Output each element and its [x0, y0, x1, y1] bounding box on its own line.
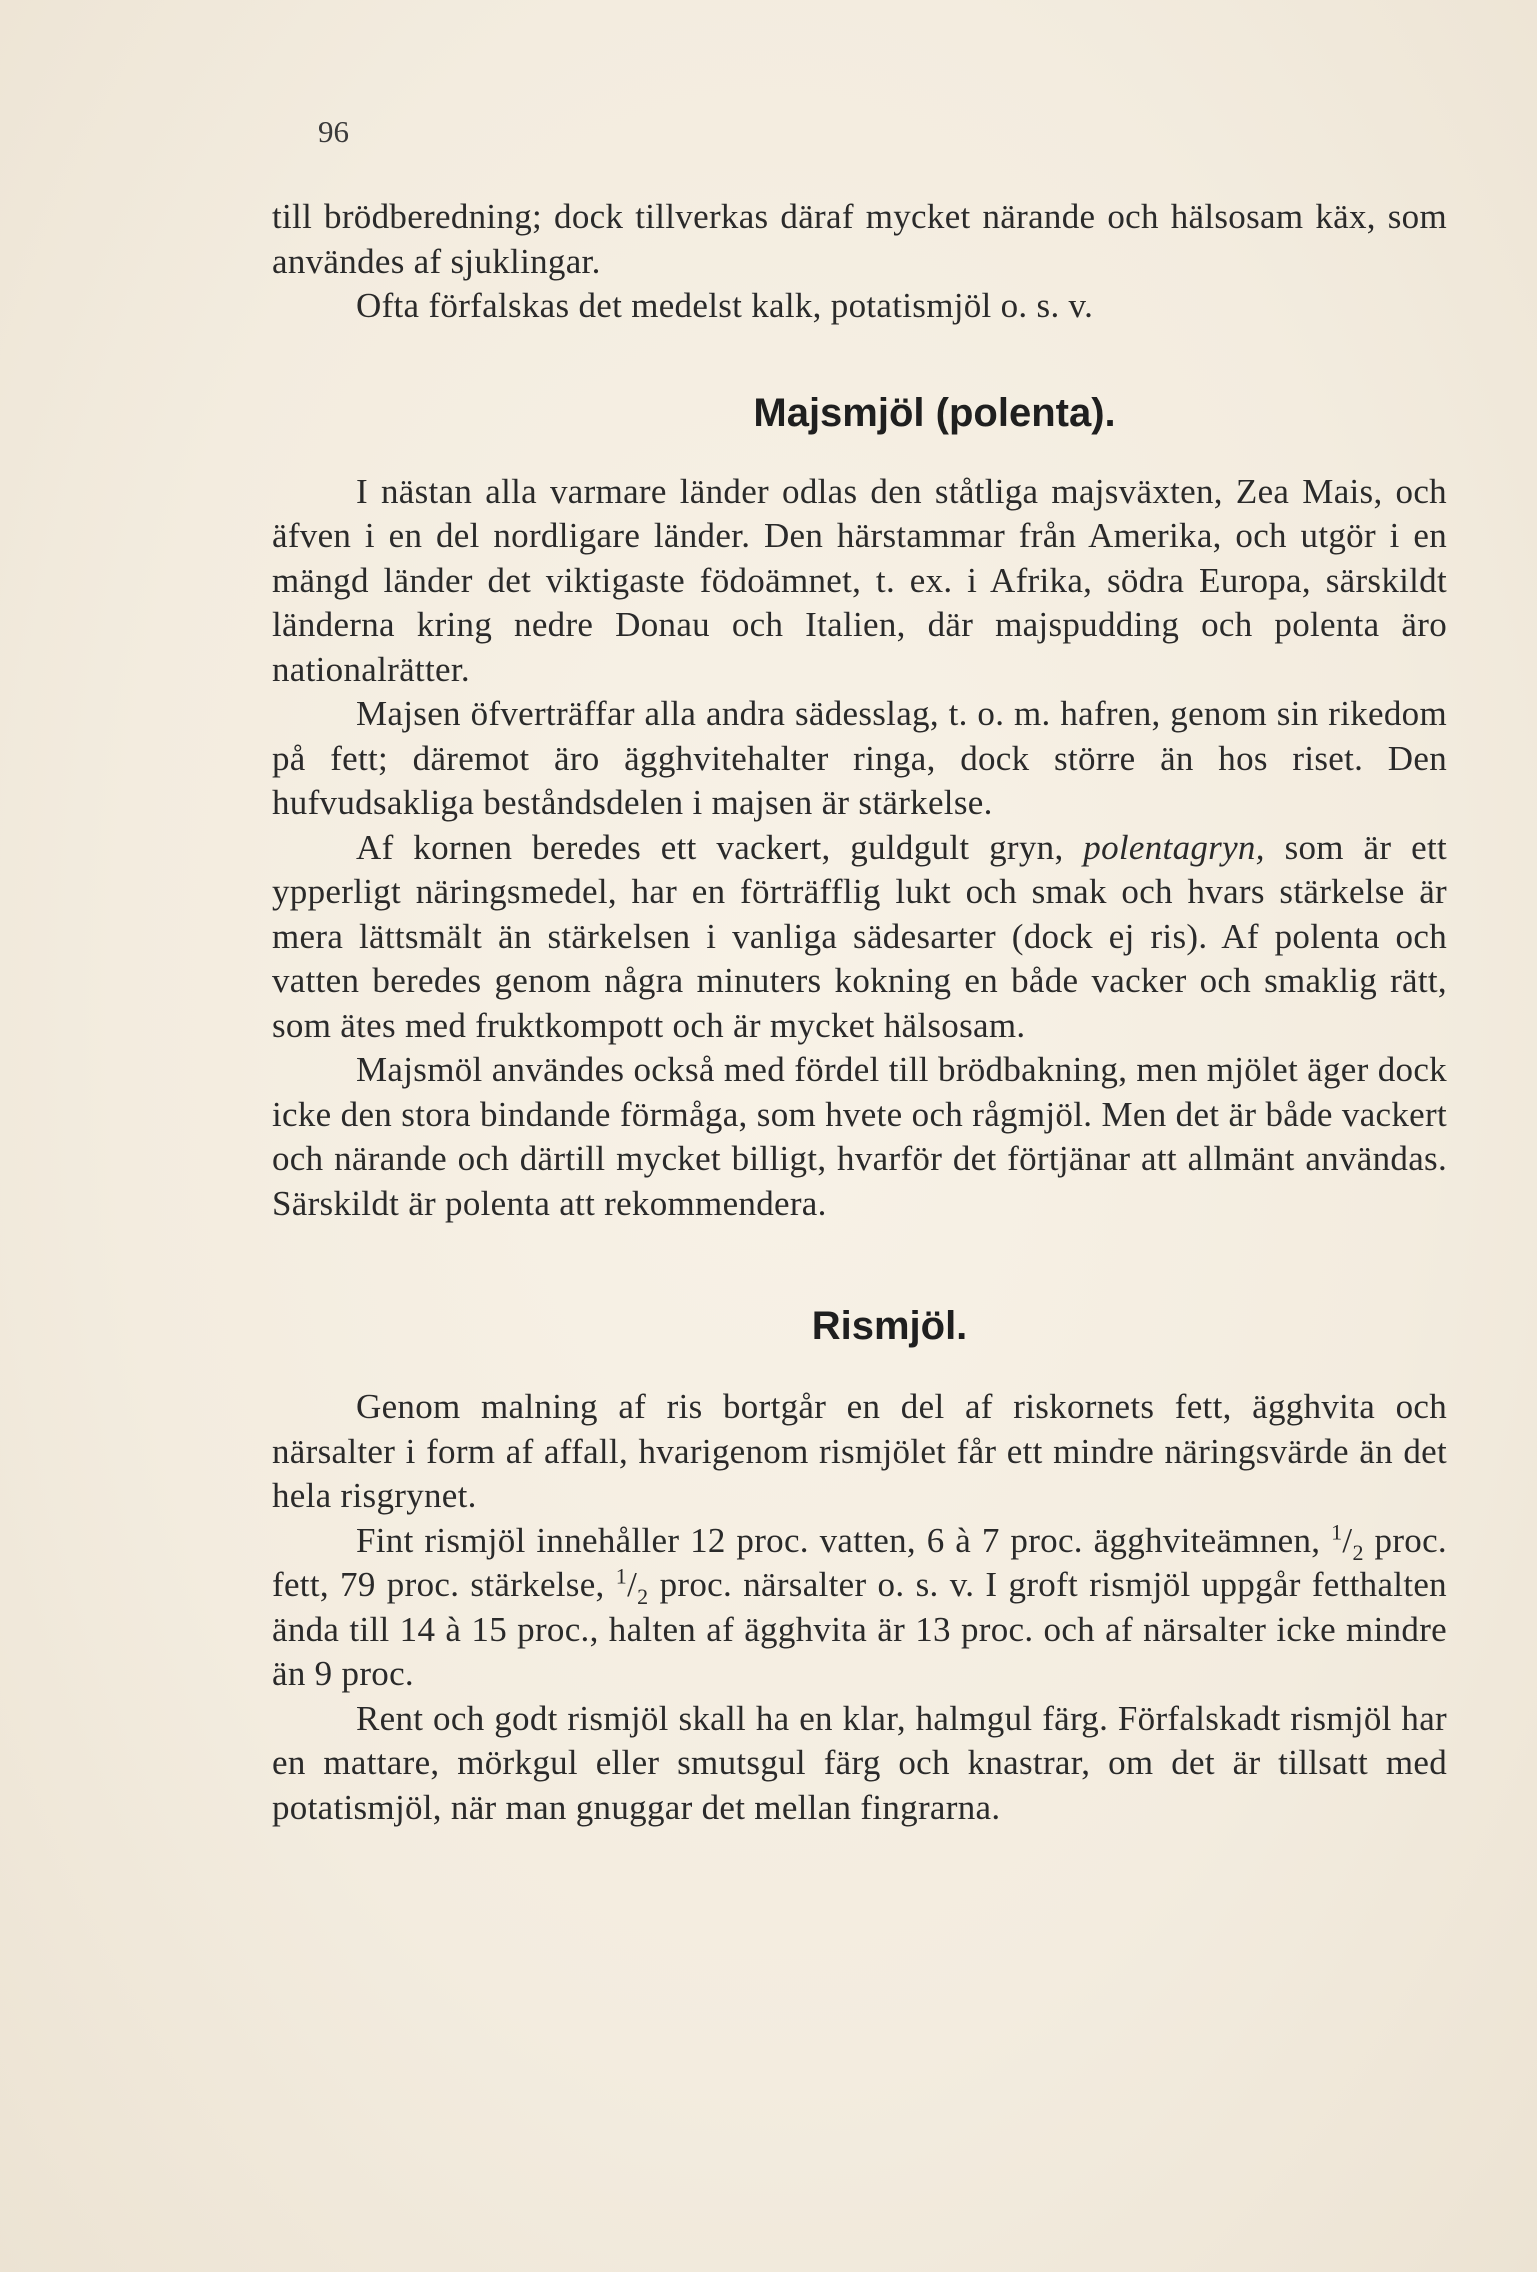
intro-paragraph-2: Ofta förfalskas det medelst kalk, potatismjöl o. s. v.: [356, 286, 1094, 325]
fraction-half-1: $^1/_2$: [1331, 1518, 1364, 1565]
majsmjol-paragraph-2: Majsen öfverträffar alla andra sädesslag, t. o. m. hafren, genom sin rikedom på fett; däremot äro ägghvitehalter ringa, dock större än hos riset. Den hufvudsakliga beståndsdelen i majsen är stärkelse.: [272, 694, 1447, 822]
intro-paragraph: till brödberedning; dock tillverkas däraf mycket närande och hälsosam käx, som användes af sjuklingar.: [272, 197, 1447, 281]
majsmjol-p3-text-after: som är ett ypperligt näringsmedel, har en förträfflig lukt och smak och hvars stärkelse är mera lättsmält än stärkelsen i vanliga sädesarter (dock ej ris). Af polenta och vatten beredes genom några minuters kokning en både vacker och smaklig rätt, som ätes med fruktkompott och är mycket hälsosam.: [272, 827, 1447, 1045]
rismjol-paragraph-1: Genom malning af ris bortgår en del af riskornets fett, ägghvita och närsalter i form af affall, hvarigenom rismjölet får ett mindre näringsvärde än det hela risgrynet.: [272, 1387, 1447, 1515]
rismjol-p2-text-c: proc. närsalter o. s. v. I groft rismjöl uppgår fetthalten ända till 14 à 15 proc., halten af ägghvita är 13 proc. och af närsalter icke mindre än 9 proc.: [272, 1565, 1447, 1693]
section-heading-rismjol: Rismjöl.: [811, 1304, 968, 1348]
page-number: 96: [318, 114, 349, 149]
fraction-numerator: 1: [1331, 1518, 1343, 1544]
majsmjol-paragraph-1: I nästan alla varmare länder odlas den ståtliga majsväxten, Zea Mais, och äfven i en del nordligare länder. Den härstammar från Amerika, och utgör i en mängd länder det viktigaste födoämnet, t. ex. i Afrika, södra Europa, särskildt länderna kring nedre Donau och Italien, där majspudding och polenta äro nationalrätter.: [272, 471, 1447, 689]
section-heading-majsmjol: Majsmjöl (polenta).: [753, 390, 1116, 435]
text-column: [272, 195, 1447, 1830]
rismjol-paragraph-3: Rent och godt rismjöl skall ha en klar, halmgul färg. Förfalskadt rismjöl har en mattare, mörkgul eller smutsgul färg och knastrar, om det är tillsatt med potatismjöl, när man gnuggar det mellan fingrarna.: [272, 1698, 1447, 1827]
rismjol-paragraph-2: [272, 1519, 1447, 1697]
majsmjol-paragraph-3: [272, 826, 1447, 1049]
fraction-denominator: 2: [1352, 1539, 1364, 1565]
majsmjol-paragraph-4: Majsmöl användes också med fördel till brödbakning, men mjölet äger dock icke den stora bindande förmåga, som hvete och rågmjöl. Men det är både vackert och närande och därtill mycket billigt, hvarför det förtjänar att allmänt användas. Särskildt är polenta att rekommendera.: [272, 1050, 1447, 1223]
fraction-half-2: $^1/_2$: [615, 1563, 649, 1609]
rismjol-p2-text-a: Fint rismjöl innehåller 12 proc. vatten, 6 à 7 proc. ägghviteämnen,: [356, 1520, 1321, 1560]
polentagryn-term: polentagryn,: [1083, 827, 1265, 867]
rismjol-p2-text-b: proc. fett, 79 proc. stärkelse,: [272, 1520, 1447, 1604]
fraction-denominator: 2: [637, 1584, 649, 1609]
fraction-numerator: 1: [615, 1563, 628, 1589]
majsmjol-p3-text-before: Af kornen beredes ett vackert, guldgult gryn,: [356, 827, 1064, 867]
